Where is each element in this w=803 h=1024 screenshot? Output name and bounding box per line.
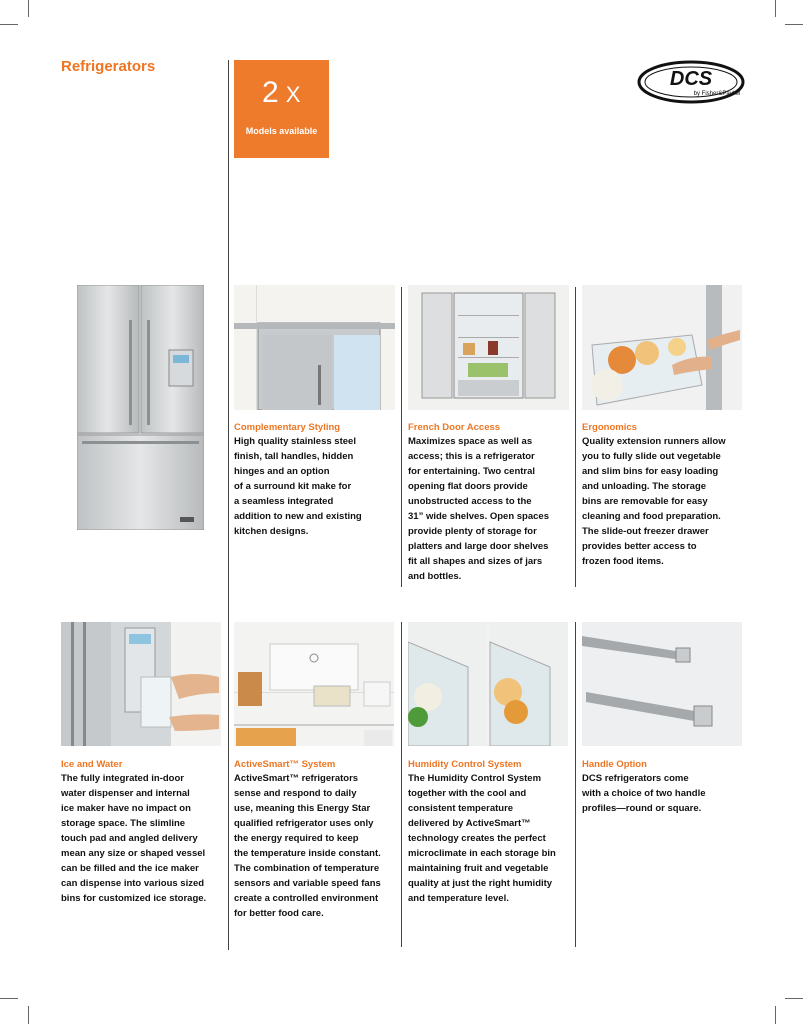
crop-mark [775, 0, 776, 17]
crop-mark [785, 998, 803, 999]
models-available-box [234, 60, 329, 158]
models-label: Models available [245, 126, 318, 136]
logo-brand: DCS [669, 68, 713, 90]
feature-heading: Complementary Styling [234, 422, 341, 433]
column-divider [575, 287, 576, 587]
crop-mark [0, 24, 18, 25]
feature-text: The Humidity Control System together with the cool and consistent temperature delivered by ActiveSmart™ technology creates the perfect microclimate in each storage bin maintaining fruit and vegetable quality at just the right humidity and temperature level. [408, 773, 556, 904]
feature-heading: Ice and Water [61, 759, 123, 770]
french-door-image [408, 285, 569, 410]
models-suffix: X [285, 82, 302, 107]
humidity-control-image [408, 622, 568, 746]
feature-text: ActiveSmart™ refrigerators sense and respond to daily use, meaning this Energy Star qualified refrigerator uses only the energy required to keep the temperature inside constant. The combination of temperature sensors and variable speed fans create a controlled environment for better food care. [234, 773, 381, 919]
crop-mark [775, 1006, 776, 1024]
crop-mark [0, 998, 18, 999]
feature-text: The fully integrated in-door water dispenser and internal ice maker have no impact on storage space. The slimline touch pad and angled delivery mean any size or shaped vessel can be filled and the ice maker can dispense into various sized bins for customized ice storage. [61, 773, 207, 904]
ergonomics-image [582, 285, 742, 410]
dcs-logo [637, 60, 745, 104]
main-fridge-image [77, 285, 204, 530]
column-divider [228, 60, 229, 950]
feature-text: Quality extension runners allow you to fully slide out vegetable and slim bins for easy loading and unloading. The storage bins are removable for easy cleaning and food preparation. The slide-out freezer drawer provides better access to frozen food items. [582, 436, 726, 567]
column-divider [575, 622, 576, 947]
page-title: Refrigerators [61, 58, 156, 75]
feature-text: Maximizes space as well as access; this is a refrigerator for entertaining. Two central opening flat doors provide unobstructed access to the 31” wide shelves. Open spaces provide plenty of storage for platters and large door shelves fit all shapes and sizes of jars and bottles. [408, 436, 549, 582]
feature-heading: Handle Option [582, 759, 647, 770]
activesmart-image [234, 622, 394, 746]
ice-water-image [61, 622, 221, 746]
feature-heading: Humidity Control System [408, 759, 522, 770]
crop-mark [785, 24, 803, 25]
logo-sub: by Fisher&Paykel [693, 91, 741, 97]
handle-option-image [582, 622, 742, 746]
feature-heading: Ergonomics [582, 422, 637, 433]
complementary-styling-image [234, 285, 395, 410]
feature-text: DCS refrigerators come with a choice of two handle profiles—round or square. [582, 773, 706, 814]
crop-mark [28, 1006, 29, 1024]
column-divider [401, 622, 402, 947]
column-divider [401, 287, 402, 587]
feature-heading: French Door Access [408, 422, 501, 433]
crop-mark [28, 0, 29, 17]
feature-text: High quality stainless steel finish, tall handles, hidden hinges and an option of a surround kit make for a seamless integrated addition to new and existing kitchen designs. [234, 436, 362, 537]
feature-heading: ActiveSmart™ System [234, 759, 336, 770]
models-count: 2 [262, 76, 280, 109]
